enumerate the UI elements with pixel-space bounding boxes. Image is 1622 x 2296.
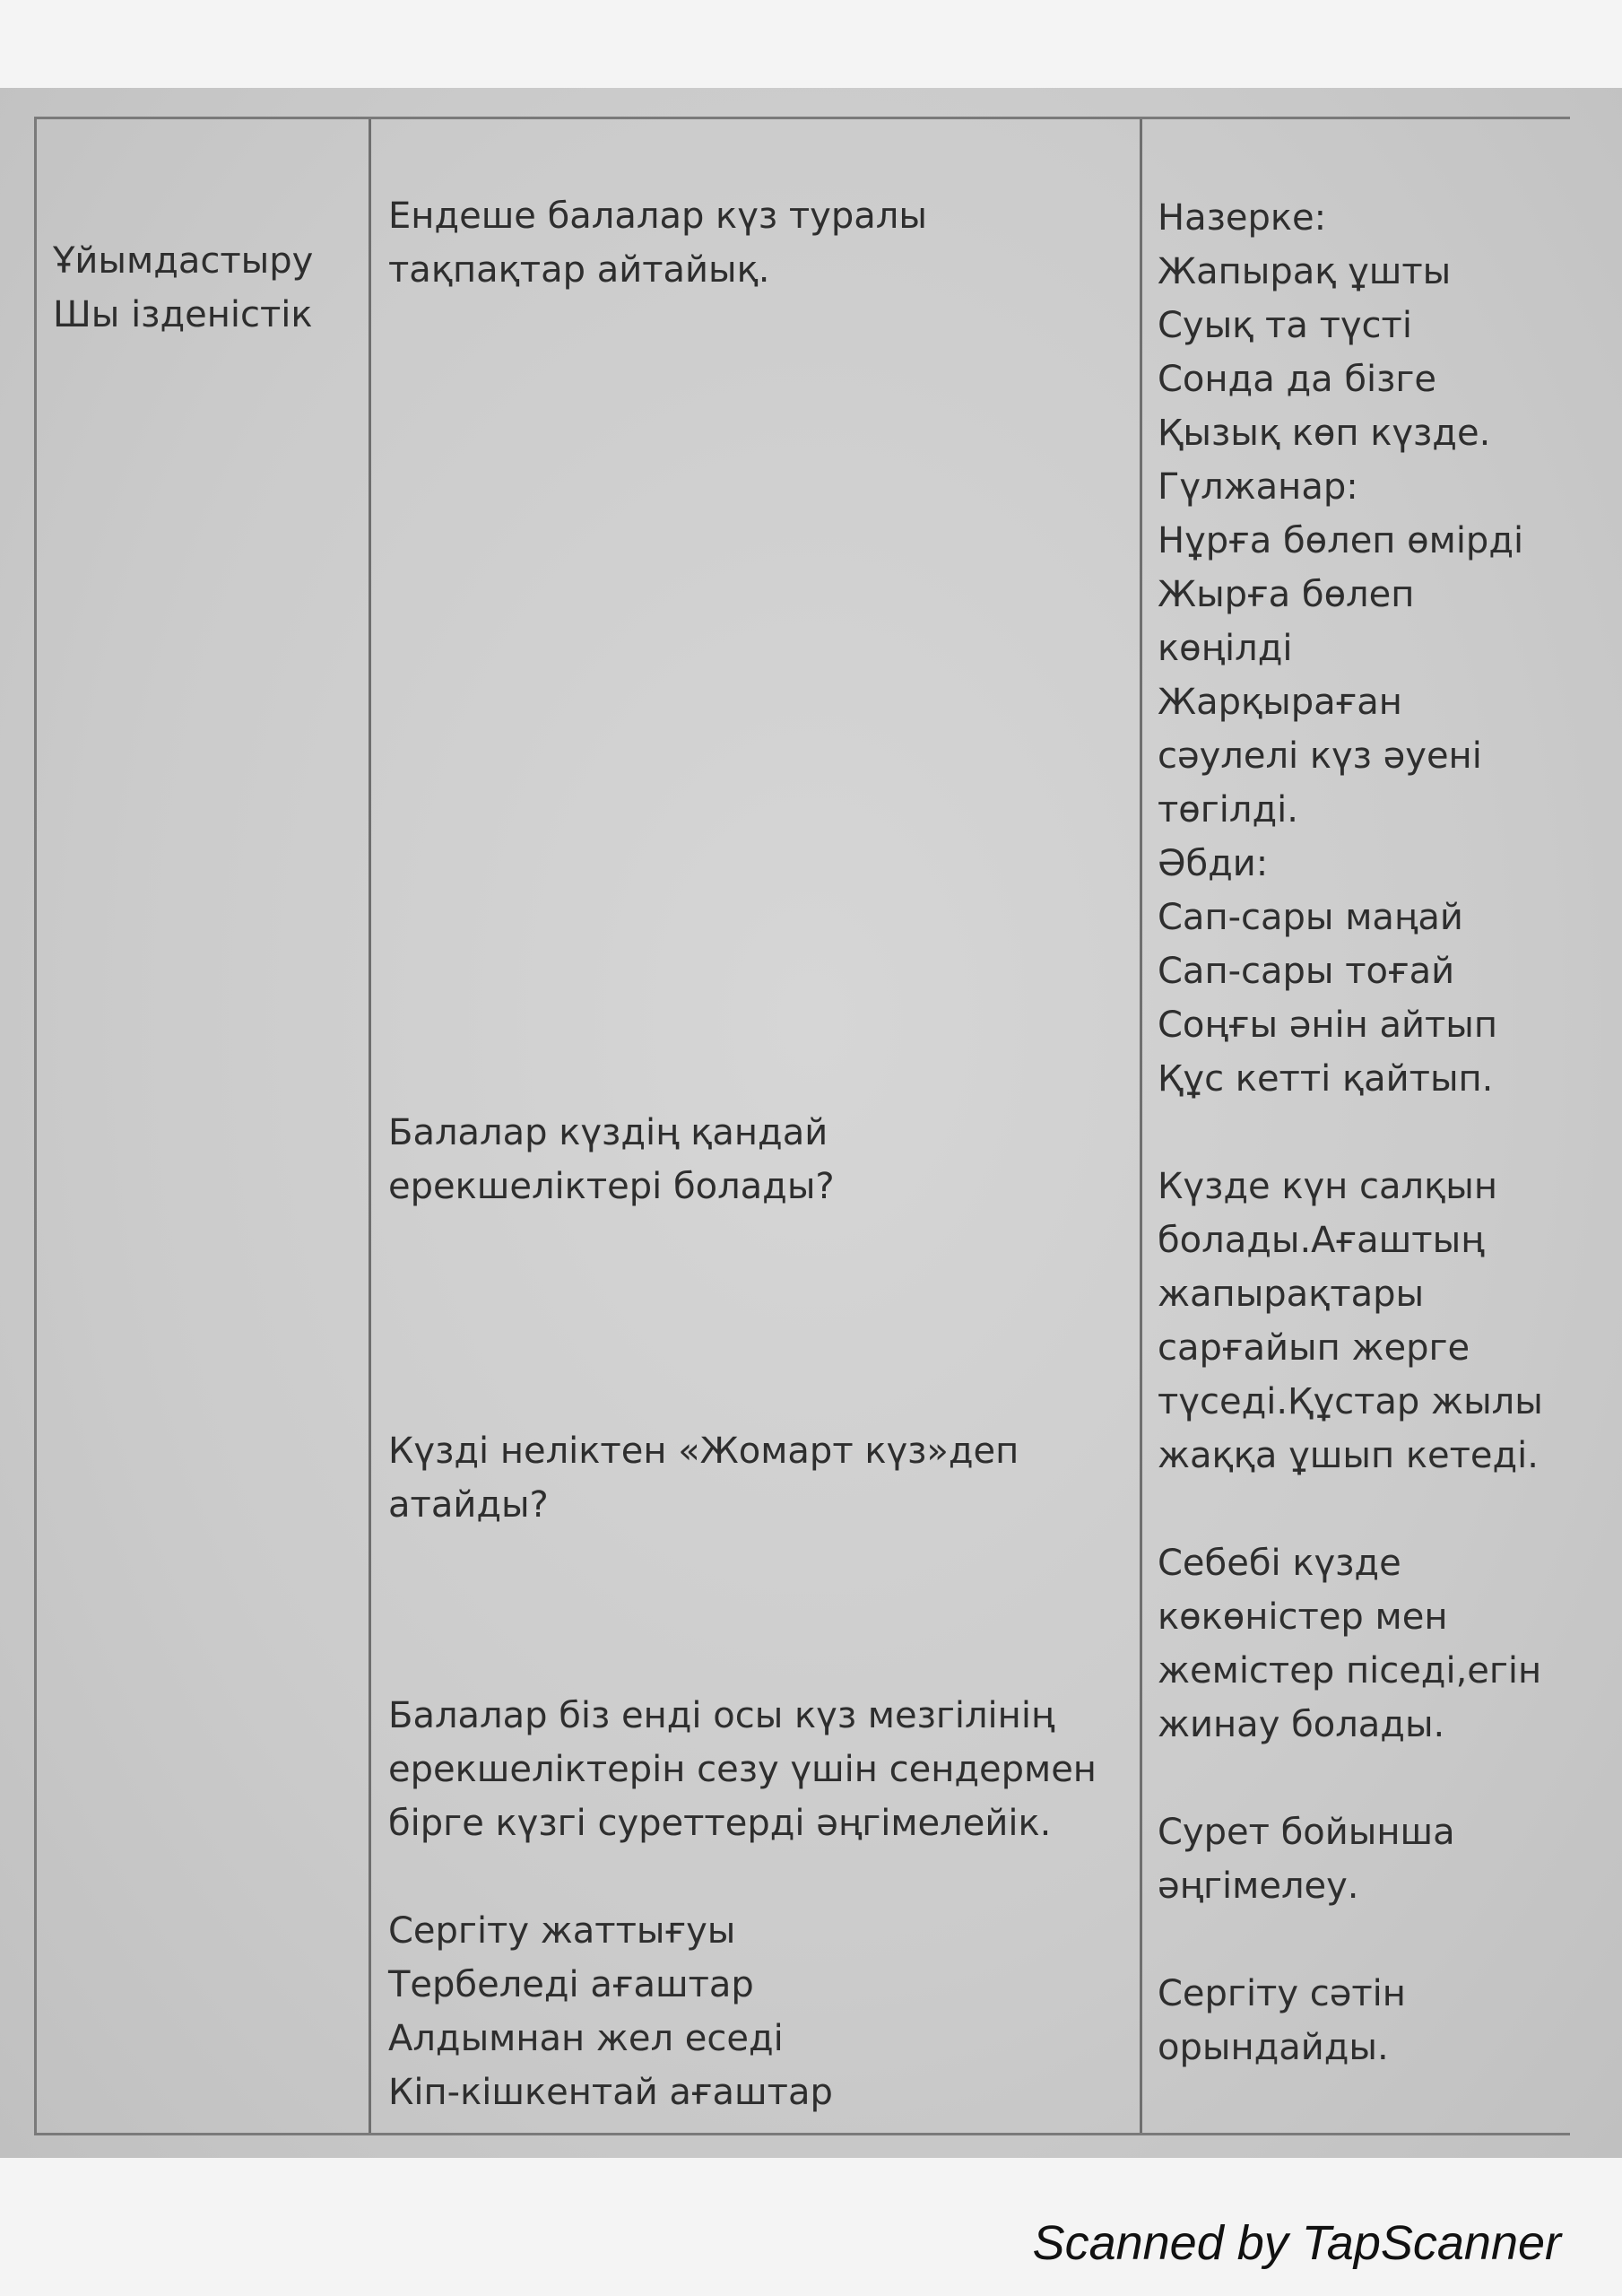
children-response-line (1158, 1752, 1570, 1805)
children-response-line: Сап-сары тоғай (1158, 951, 1455, 992)
children-response-line: түседі.Құстар жылы (1158, 1381, 1543, 1422)
column-divider (1140, 119, 1142, 2133)
children-response-line: жинау болады. (1158, 1704, 1445, 1745)
teacher-text: Тербеледі ағаштар (388, 1964, 754, 2005)
children-response-line: жемістер піседі,егін (1158, 1650, 1542, 1692)
teacher-column (388, 119, 1132, 2133)
teacher-block (388, 1904, 833, 2119)
children-response-line: орындайды. (1158, 2027, 1389, 2068)
teacher-block (388, 189, 927, 297)
children-response-line: Қызық көп күзде. (1158, 413, 1491, 454)
children-response-line: Гүлжанар: (1158, 466, 1358, 508)
teacher-text: Сергіту жаттығуы (388, 1910, 736, 1952)
children-response-line: сәулелі күз әуені (1158, 735, 1482, 777)
teacher-text: Күзді неліктен «Жомарт күз»деп (388, 1431, 1019, 1472)
stage-column (53, 119, 362, 2133)
teacher-block (388, 1106, 835, 1213)
stage-label: Ұйымдастыру (53, 240, 314, 282)
teacher-block (388, 1424, 1019, 1532)
teacher-text: Балалар күздің қандай (388, 1112, 828, 1153)
lesson-table (34, 117, 1570, 2135)
children-response-line (1158, 1106, 1570, 1160)
children-response-line (1158, 1483, 1570, 1536)
children-response-line: болады.Ағаштың (1158, 1220, 1485, 1261)
children-response-line: жапырақтары (1158, 1274, 1425, 1315)
children-response-line: көңілді (1158, 628, 1293, 669)
children-response-line: Сурет бойынша (1158, 1812, 1455, 1853)
teacher-text: атайды? (388, 1484, 549, 1526)
children-column (1158, 119, 1570, 2133)
children-response-line: Құс кетті қайтып. (1158, 1058, 1494, 1100)
children-response-line: Назерке: (1158, 197, 1327, 239)
children-response-line (1158, 1913, 1570, 1967)
teacher-text: ерекшеліктері болады? (388, 1166, 835, 1207)
column-divider (369, 119, 371, 2133)
children-response-line: әңгімелеу. (1158, 1866, 1359, 1907)
children-response-line: Жырға бөлеп (1158, 574, 1415, 615)
teacher-text: ерекшеліктерін сезу үшін сендермен (388, 1749, 1097, 1790)
children-response-line: Жарқыраған (1158, 682, 1402, 723)
children-response-line: сарғайып жерге (1158, 1327, 1470, 1369)
scanner-watermark: Scanned by TapScanner (1032, 2216, 1561, 2270)
children-response-line: көкөністер мен (1158, 1596, 1448, 1638)
children-response-line: Жапырақ ұшты (1158, 251, 1452, 292)
children-response-line: Сергіту сәтін (1158, 1973, 1406, 2014)
children-response-line: Нұрға бөлеп өмірді (1158, 520, 1524, 561)
stage-label: Шы ізденістік (53, 294, 313, 335)
children-response-line: Күзде күн салқын (1158, 1166, 1497, 1207)
teacher-text: тақпақтар айтайық. (388, 249, 770, 291)
teacher-text: Алдымнан жел еседі (388, 2018, 784, 2059)
teacher-text: Кіп-кішкентай ағаштар (388, 2072, 833, 2113)
children-response-line: Әбди: (1158, 843, 1269, 884)
children-response-line: Суық та түсті (1158, 305, 1412, 346)
teacher-block (388, 1689, 1097, 1850)
children-response-line: Сап-сары маңай (1158, 897, 1463, 938)
children-response-line: Сонда да бізге (1158, 359, 1436, 400)
children-response-line: жаққа ұшып кетеді. (1158, 1435, 1539, 1476)
teacher-text: Ендеше балалар күз туралы (388, 196, 927, 237)
teacher-text: бірге күзгі суреттерді әңгімелейік. (388, 1803, 1052, 1844)
children-response-line: Себебі күзде (1158, 1543, 1401, 1584)
teacher-text: Балалар біз енді осы күз мезгілінің (388, 1695, 1055, 1736)
children-response-line: Соңғы әнін айтып (1158, 1004, 1498, 1046)
children-response-line: төгілді. (1158, 789, 1298, 831)
